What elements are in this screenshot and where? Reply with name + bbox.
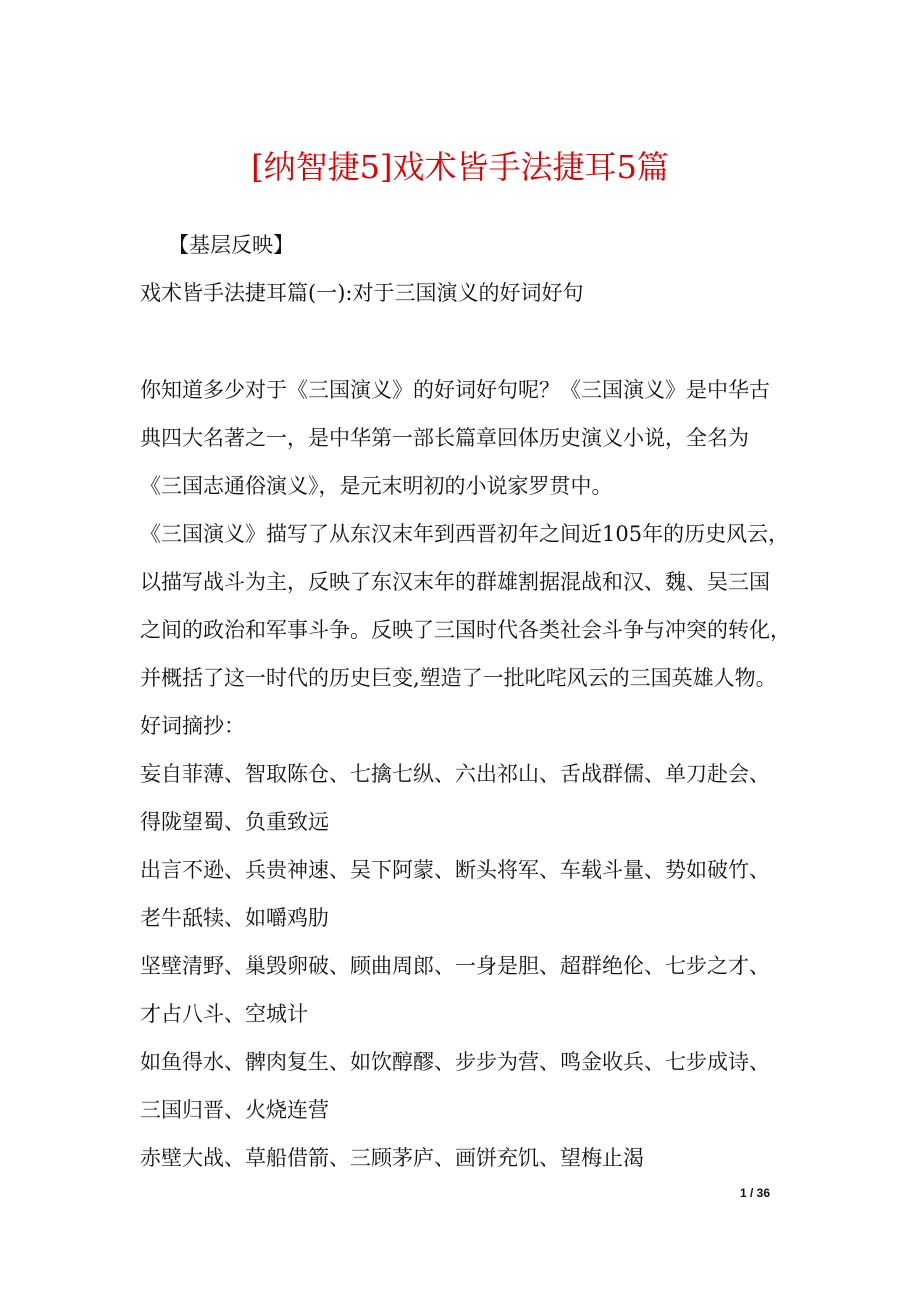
paragraph-line: 出言不逊、兵贵神速、吴下阿蒙、断头将军、车载斗量、势如破竹、	[140, 858, 770, 882]
section-label: 【基层反映】	[168, 233, 294, 257]
paragraph-line: 《三国演义》描写了从东汉末年到西晋初年之间近105年的历史风云，	[140, 522, 790, 546]
paragraph-line: 才占八斗、空城计	[140, 1002, 308, 1026]
paragraph-line: 得陇望蜀、负重致远	[140, 810, 329, 834]
section-subtitle: 戏术皆手法捷耳篇(一):对于三国演义的好词好句	[140, 281, 584, 305]
paragraph-line: 以描写战斗为主，反映了东汉末年的群雄割据混战和汉、魏、吴三国	[140, 570, 770, 594]
paragraph-line: 妄自菲薄、智取陈仓、七擒七纵、六出祁山、舌战群儒、单刀赴会、	[140, 762, 770, 786]
paragraph-line: 典四大名著之一，是中华第一部长篇章回体历史演义小说，全名为	[140, 426, 749, 450]
paragraph-line: 之间的政治和军事斗争。反映了三国时代各类社会斗争与冲突的转化，	[140, 618, 791, 642]
paragraph-line: 好词摘抄：	[140, 714, 245, 738]
paragraph-line: 并概括了这一时代的历史巨变,塑造了一批叱咤风云的三国英雄人物。	[140, 666, 777, 690]
page-number: 1 / 36	[740, 1186, 771, 1200]
paragraph-line: 《三国志通俗演义》，是元末明初的小说家罗贯中。	[140, 474, 613, 498]
paragraph-line: 赤壁大战、草船借箭、三顾茅庐、画饼充饥、望梅止渴	[140, 1146, 644, 1170]
paragraph-line: 你知道多少对于《三国演义》的好词好句呢？《三国演义》是中华古	[140, 378, 770, 402]
paragraph-line: 老牛舐犊、如嚼鸡肋	[140, 906, 329, 930]
paragraph-line: 三国归晋、火烧连营	[140, 1098, 329, 1122]
paragraph-line: 如鱼得水、髀肉复生、如饮醇醪、步步为营、鸣金收兵、七步成诗、	[140, 1050, 770, 1074]
paragraph-line: 坚壁清野、巢毁卵破、顾曲周郎、一身是胆、超群绝伦、七步之才、	[140, 954, 770, 978]
document-title: [纳智捷5]戏术皆手法捷耳5篇	[251, 148, 669, 186]
